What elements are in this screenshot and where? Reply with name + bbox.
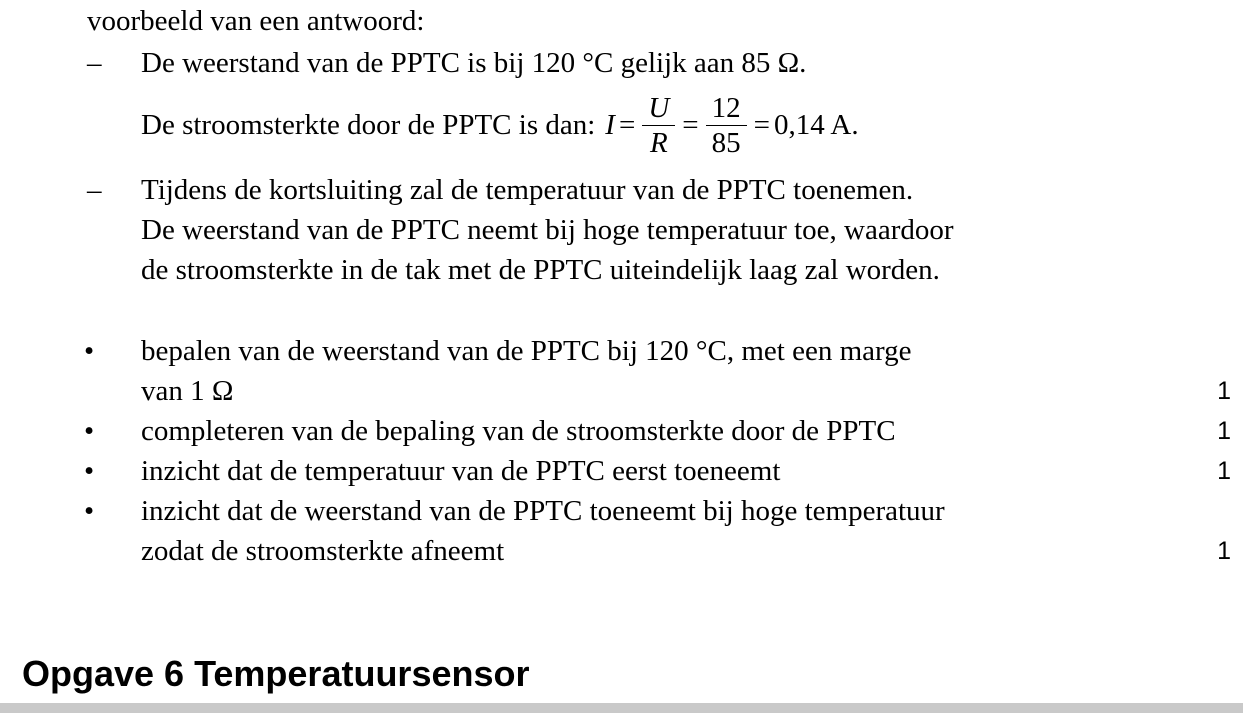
fraction-u-over-r — [642, 91, 675, 160]
fraction-numerator: U — [642, 91, 675, 126]
dash-marker: – — [87, 47, 102, 79]
bullet-marker: • — [84, 495, 95, 527]
fraction-12-over-85 — [706, 91, 747, 160]
answer-intro: voorbeeld van een antwoord: — [87, 5, 425, 37]
scoring-item-text: zodat de stroomsterkte afneemt — [141, 535, 505, 567]
fraction-denominator: R — [649, 126, 668, 159]
equals-sign: = — [682, 109, 699, 141]
section-heading: Opgave 6 Temperatuursensor — [22, 653, 530, 694]
answer-line: de stroomsterkte in de tak met de PPTC uiteindelijk laag zal worden. — [141, 254, 940, 286]
scoring-item-text: inzicht dat de temperatuur van de PPTC eerst toeneemt — [141, 455, 781, 487]
scoring-points: 1 — [1217, 417, 1231, 445]
scoring-item-text: inzicht dat de weerstand van de PPTC toeneemt bij hoge temperatuur — [141, 495, 945, 527]
answer-line: De weerstand van de PPTC is bij 120 °C gelijk aan 85 Ω. — [141, 47, 807, 79]
formula-result: 0,14 A. — [774, 109, 859, 141]
formula-current-symbol: I — [605, 109, 615, 141]
dash-marker: – — [87, 174, 102, 206]
equals-sign: = — [618, 109, 636, 141]
scoring-points: 1 — [1217, 377, 1231, 405]
answer-line: De weerstand van de PPTC neemt bij hoge temperatuur toe, waardoor — [141, 214, 954, 246]
fraction-denominator: 85 — [711, 126, 741, 159]
answer-line: Tijdens de kortsluiting zal de temperatuur van de PPTC toenemen. — [141, 174, 914, 206]
current-formula — [141, 88, 859, 162]
bullet-marker: • — [84, 415, 95, 447]
scoring-item-text: bepalen van de weerstand van de PPTC bij 120 °C, met een marge — [141, 335, 912, 367]
formula-lead: De stroomsterkte door de PPTC is dan: — [141, 109, 596, 141]
scoring-points: 1 — [1217, 537, 1231, 565]
equals-sign: = — [753, 109, 770, 141]
fraction-numerator: 12 — [706, 91, 747, 126]
scoring-item-text: van 1 Ω — [141, 375, 234, 407]
bullet-marker: • — [84, 335, 95, 367]
bottom-divider — [0, 703, 1243, 713]
scoring-item-text: completeren van de bepaling van de stroomsterkte door de PPTC — [141, 415, 896, 447]
bullet-marker: • — [84, 455, 95, 487]
scoring-points: 1 — [1217, 457, 1231, 485]
